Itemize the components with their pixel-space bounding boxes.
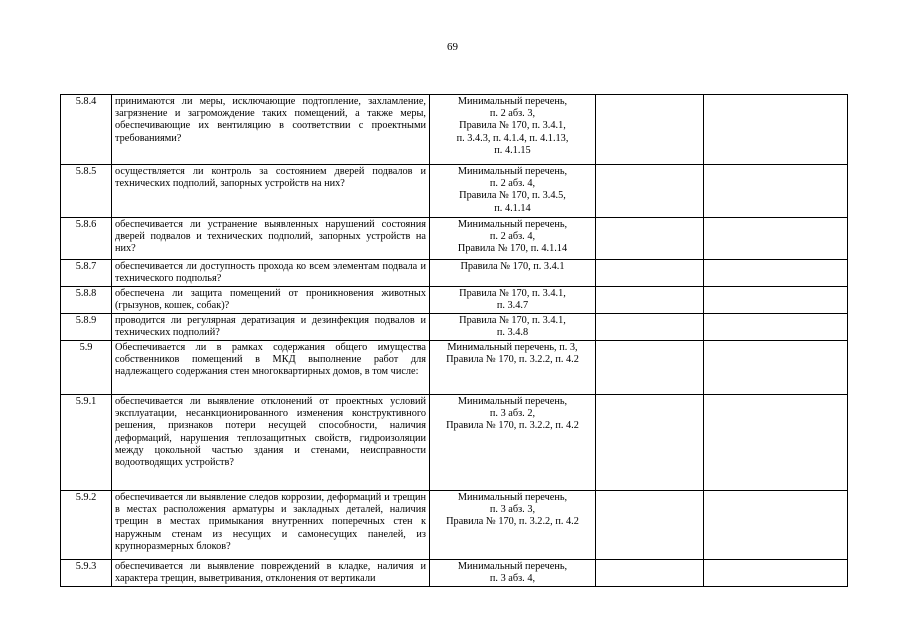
reference-cell [430, 95, 596, 165]
page-number: 69 [447, 41, 458, 53]
table-row [61, 395, 848, 491]
answer-cell [596, 395, 704, 491]
reference-line: п. 2 абз. 3, [489, 108, 536, 120]
row-number: 5.8.6 [61, 218, 112, 260]
note-cell [704, 165, 848, 218]
reference-line: п. 3.4.8 [496, 327, 529, 339]
answer-cell [596, 341, 704, 395]
question-cell: осуществляется ли контроль за состоянием дверей подвалов и технических подполий, запорных устройств на них? [112, 165, 430, 218]
answer-cell [596, 260, 704, 287]
reference-line: Минимальный перечень, [457, 166, 568, 177]
table-row [61, 314, 848, 341]
note-cell [704, 95, 848, 165]
answer-cell [596, 218, 704, 260]
reference-line: Правила № 170, п. 3.4.1, [459, 120, 566, 132]
row-number: 5.8.7 [61, 260, 112, 287]
reference-cell [430, 560, 596, 587]
row-number: 5.8.9 [61, 314, 112, 341]
reference-line: п. 3.4.3, п. 4.1.4, п. 4.1.13, [456, 132, 569, 144]
answer-cell [596, 165, 704, 218]
table-row [61, 260, 848, 287]
reference-line: п. 3 абз. 3, [489, 504, 536, 516]
reference-line: Правила № 170, п. 3.2.2, п. 4.2 [446, 516, 579, 528]
reference-cell [430, 395, 596, 491]
reference-line: Минимальный перечень, п. 3, [447, 342, 578, 353]
question-cell: обеспечивается ли доступность прохода ко всем элементам подвала и технического подполья? [112, 260, 430, 287]
question-cell: обеспечивается ли выявление отклонений от проектных условий эксплуатации, несанкционированного изменения конструктивного решения, признаков потери несущей способности, наличия деформаций, нарушения теплозащитных свойств, гидроизоляции между цокольной частью здания и стенами, неисправности водоотводящих устройств? [112, 395, 430, 491]
answer-cell [596, 560, 704, 587]
note-cell [704, 560, 848, 587]
reference-cell [430, 260, 596, 287]
note-cell [704, 491, 848, 560]
note-cell [704, 314, 848, 341]
table-row [61, 165, 848, 218]
note-cell [704, 287, 848, 314]
reference-line: Правила № 170, п. 3.4.1 [460, 261, 565, 272]
reference-line: п. 4.1.14 [494, 202, 531, 214]
reference-line: Правила № 170, п. 4.1.14 [457, 243, 568, 255]
reference-cell [430, 218, 596, 260]
row-number: 5.9.2 [61, 491, 112, 560]
note-cell [704, 218, 848, 260]
row-number: 5.9.1 [61, 395, 112, 491]
reference-line: Минимальный перечень, [457, 561, 568, 572]
question-cell: обеспечивается ли выявление следов коррозии, деформаций и трещин в местах расположения арматуры и закладных деталей, наличия трещин в местах примыкания внутренних поперечных стен к наружным стенам из несущих и самонесущих панелей, из крупноразмерных блоков? [112, 491, 430, 560]
question-cell: принимаются ли меры, исключающие подтопление, захламление, загрязнение и загромождение таких помещений, а также меры, обеспечивающие их вентиляцию в соответствии с проектными требованиями? [112, 95, 430, 165]
question-cell: проводится ли регулярная дератизация и дезинфекция подвалов и технических подполий? [112, 314, 430, 341]
reference-line: Минимальный перечень, [457, 219, 568, 230]
note-cell [704, 260, 848, 287]
table-row [61, 341, 848, 395]
reference-line: Минимальный перечень, [457, 396, 568, 407]
reference-cell [430, 287, 596, 314]
row-number: 5.8.5 [61, 165, 112, 218]
checklist-table [60, 94, 848, 587]
reference-line: Правила № 170, п. 3.4.1, [459, 288, 566, 299]
reference-line: п. 3 абз. 4, [489, 573, 536, 585]
answer-cell [596, 287, 704, 314]
row-number: 5.9.3 [61, 560, 112, 587]
table-row [61, 95, 848, 165]
answer-cell [596, 95, 704, 165]
reference-line: п. 4.1.15 [494, 144, 531, 156]
reference-line: п. 3.4.7 [496, 300, 529, 312]
reference-cell [430, 314, 596, 341]
table-row [61, 560, 848, 587]
reference-cell [430, 491, 596, 560]
table-row [61, 218, 848, 260]
note-cell [704, 341, 848, 395]
reference-line: Минимальный перечень, [457, 96, 568, 107]
reference-cell [430, 165, 596, 218]
note-cell [704, 395, 848, 491]
table-row [61, 287, 848, 314]
question-cell: обеспечена ли защита помещений от проникновения животных (грызунов, кошек, собак)? [112, 287, 430, 314]
row-number: 5.8.4 [61, 95, 112, 165]
reference-line: Правила № 170, п. 3.4.1, [459, 315, 566, 326]
table-row [61, 491, 848, 560]
reference-line: п. 2 абз. 4, [489, 231, 536, 243]
reference-cell [430, 341, 596, 395]
question-cell: обеспечивается ли устранение выявленных нарушений состояния дверей подвалов и технических подполий, запорных устройств на них? [112, 218, 430, 260]
reference-line: Минимальный перечень, [457, 492, 568, 503]
row-number: 5.9 [61, 341, 112, 395]
answer-cell [596, 491, 704, 560]
reference-line: Правила № 170, п. 3.4.5, [459, 190, 566, 202]
reference-line: п. 3 абз. 2, [489, 408, 536, 420]
question-cell: обеспечивается ли выявление повреждений в кладке, наличия и характера трещин, выветривания, отклонения от вертикали [112, 560, 430, 587]
reference-line: Правила № 170, п. 3.2.2, п. 4.2 [446, 420, 579, 432]
reference-line: п. 2 абз. 4, [489, 178, 536, 190]
row-number: 5.8.8 [61, 287, 112, 314]
question-cell: Обеспечивается ли в рамках содержания общего имущества собственников помещений в МКД выполнение работ для надлежащего содержания стен многоквартирных домов, в том числе: [112, 341, 430, 395]
reference-line: Правила № 170, п. 3.2.2, п. 4.2 [446, 354, 579, 366]
answer-cell [596, 314, 704, 341]
